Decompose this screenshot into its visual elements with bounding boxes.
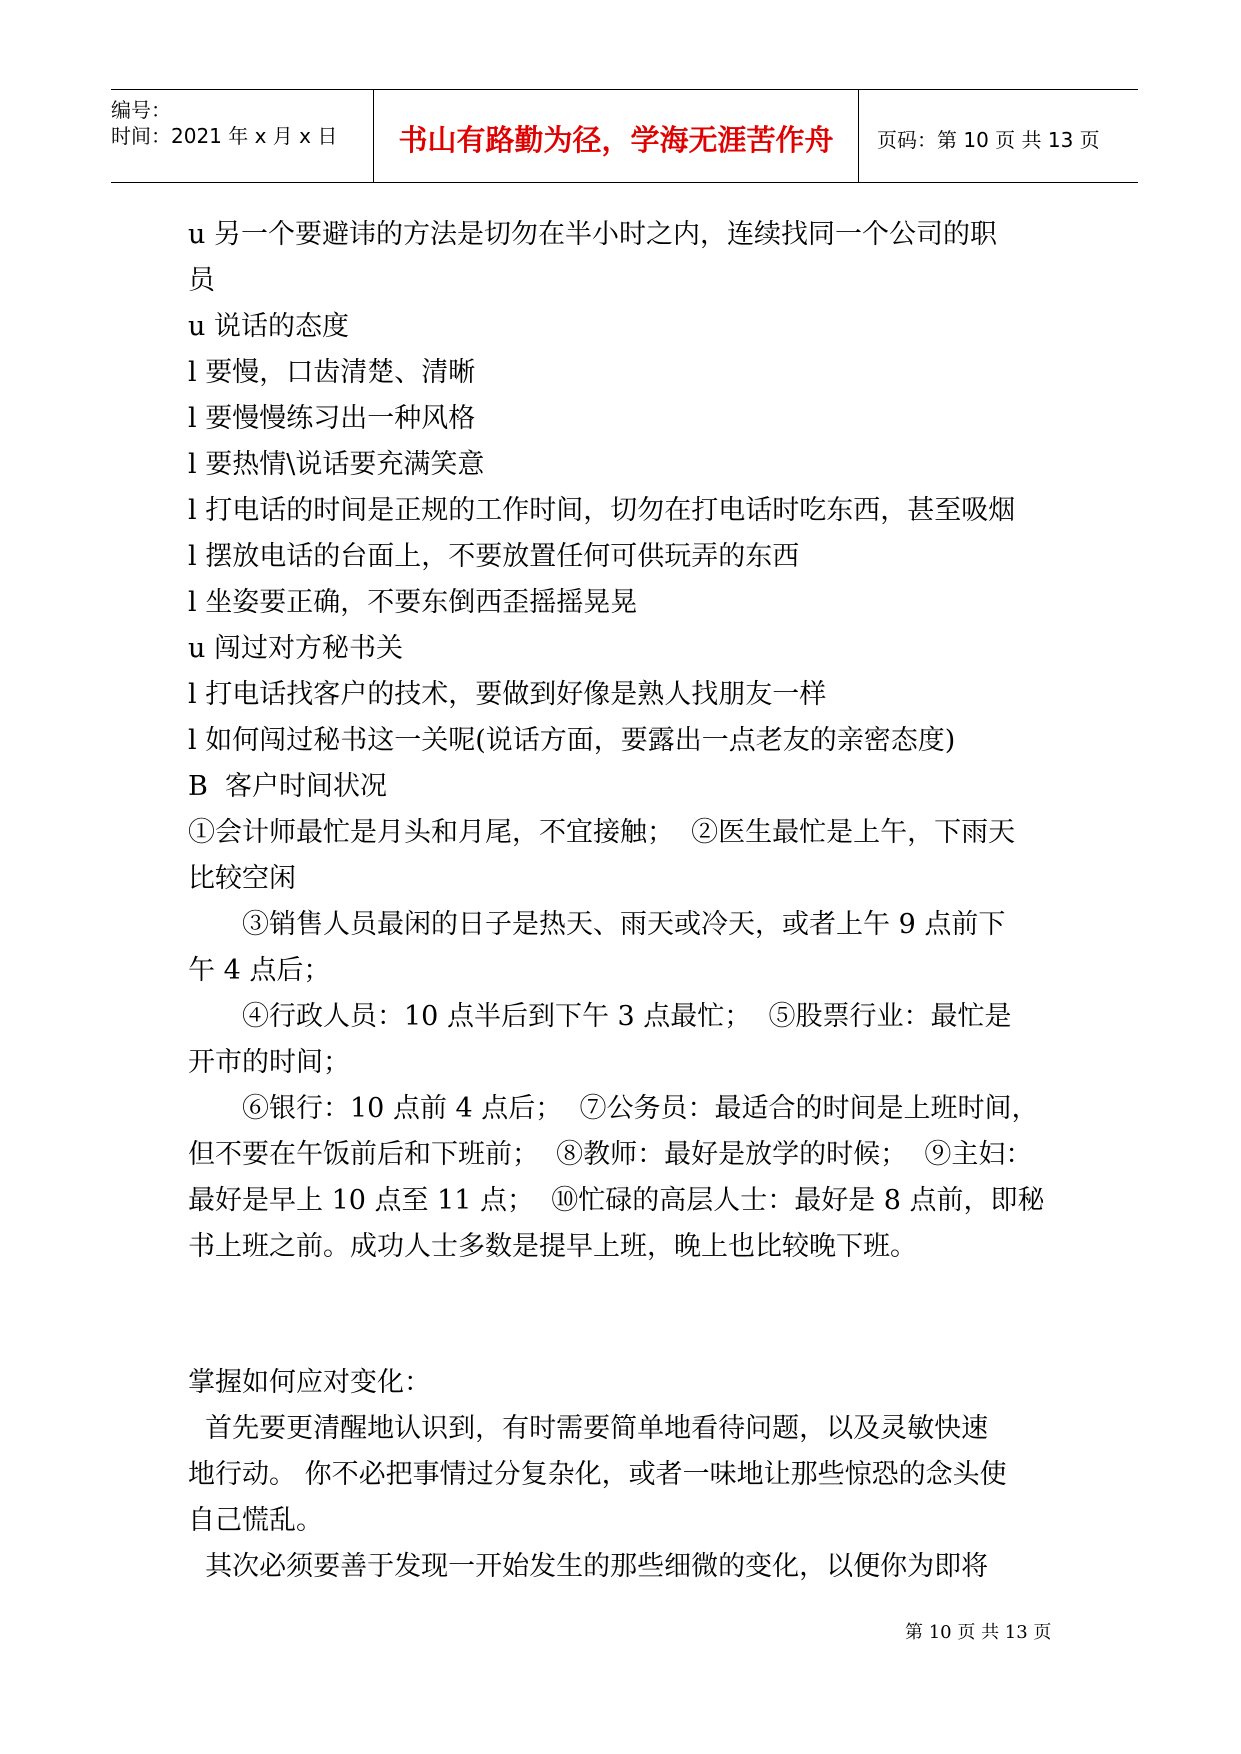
body-line: u 说话的态度 bbox=[188, 311, 349, 342]
page-footer: 第 10 页 共 13 页 bbox=[905, 1622, 1052, 1643]
paragraph-gap bbox=[188, 1270, 1078, 1360]
body-line: 最好是早上 10 点至 11 点； ⑩忙碌的高层人士：最好是 8 点前，即秘 bbox=[188, 1185, 1045, 1216]
header-page-code: 页码：第 10 页 共 13 页 bbox=[877, 128, 1100, 152]
document-body bbox=[188, 212, 1078, 1590]
body-line: u 另一个要避讳的方法是切勿在半小时之内，连续找同一个公司的职 bbox=[188, 219, 997, 250]
body-line: ①会计师最忙是月头和月尾，不宜接触； ②医生最忙是上午，下雨天 bbox=[188, 817, 1016, 848]
header-motto: 书山有路勤为径，学海无涯苦作舟 bbox=[398, 123, 834, 157]
document-header bbox=[111, 89, 1138, 183]
body-line: l 坐姿要正确，不要东倒西歪摇摇晃晃 bbox=[188, 587, 638, 618]
body-line: 地行动。 你不必把事情过分复杂化，或者一味地让那些惊恐的念头使 bbox=[188, 1459, 1007, 1490]
body-line: 开市的时间； bbox=[188, 1047, 350, 1078]
body-line: 午 4 点后； bbox=[188, 955, 331, 986]
body-line: 书上班之前。成功人士多数是提早上班，晚上也比较晚下班。 bbox=[188, 1231, 917, 1262]
body-line: 自己慌乱。 bbox=[188, 1505, 323, 1536]
document-date: 时间：2021 年 x 月 x 日 bbox=[111, 124, 338, 148]
body-line: l 摆放电话的台面上，不要放置任何可供玩弄的东西 bbox=[188, 541, 800, 572]
header-info-cell bbox=[111, 90, 373, 182]
body-line: l 要热情\说话要充满笑意 bbox=[188, 449, 485, 480]
body-line: 其次必须要善于发现一开始发生的那些细微的变化，以便你为即将 bbox=[188, 1551, 989, 1582]
document-number-label: 编号： bbox=[111, 98, 171, 122]
body-line: u 闯过对方秘书关 bbox=[188, 633, 403, 664]
body-line: 首先要更清醒地认识到，有时需要简单地看待问题，以及灵敏快速 bbox=[188, 1413, 989, 1444]
header-page-cell bbox=[859, 90, 1138, 182]
body-line: B 客户时间状况 bbox=[188, 771, 388, 802]
body-line: 但不要在午饭前后和下班前； ⑧教师：最好是放学的时候； ⑨主妇： bbox=[188, 1139, 1033, 1170]
section-heading: 掌握如何应对变化： bbox=[188, 1367, 431, 1398]
body-line: 员 bbox=[188, 265, 215, 296]
body-line: l 要慢慢练习出一种风格 bbox=[188, 403, 476, 434]
body-line: 比较空闲 bbox=[188, 863, 296, 894]
body-line: l 如何闯过秘书这一关呢(说话方面，要露出一点老友的亲密态度) bbox=[188, 725, 956, 756]
body-line: l 要慢，口齿清楚、清晰 bbox=[188, 357, 476, 388]
body-line: l 打电话找客户的技术，要做到好像是熟人找朋友一样 bbox=[188, 679, 827, 710]
header-motto-cell bbox=[373, 90, 859, 182]
body-line: l 打电话的时间是正规的工作时间，切勿在打电话时吃东西，甚至吸烟 bbox=[188, 495, 1016, 526]
body-line: ④行政人员：10 点半后到下午 3 点最忙； ⑤股票行业：最忙是 bbox=[242, 1001, 1012, 1032]
body-line: ⑥银行：10 点前 4 点后； ⑦公务员：最适合的时间是上班时间， bbox=[242, 1093, 1039, 1124]
body-line: ③销售人员最闲的日子是热天、雨天或冷天，或者上午 9 点前下 bbox=[242, 909, 1006, 940]
